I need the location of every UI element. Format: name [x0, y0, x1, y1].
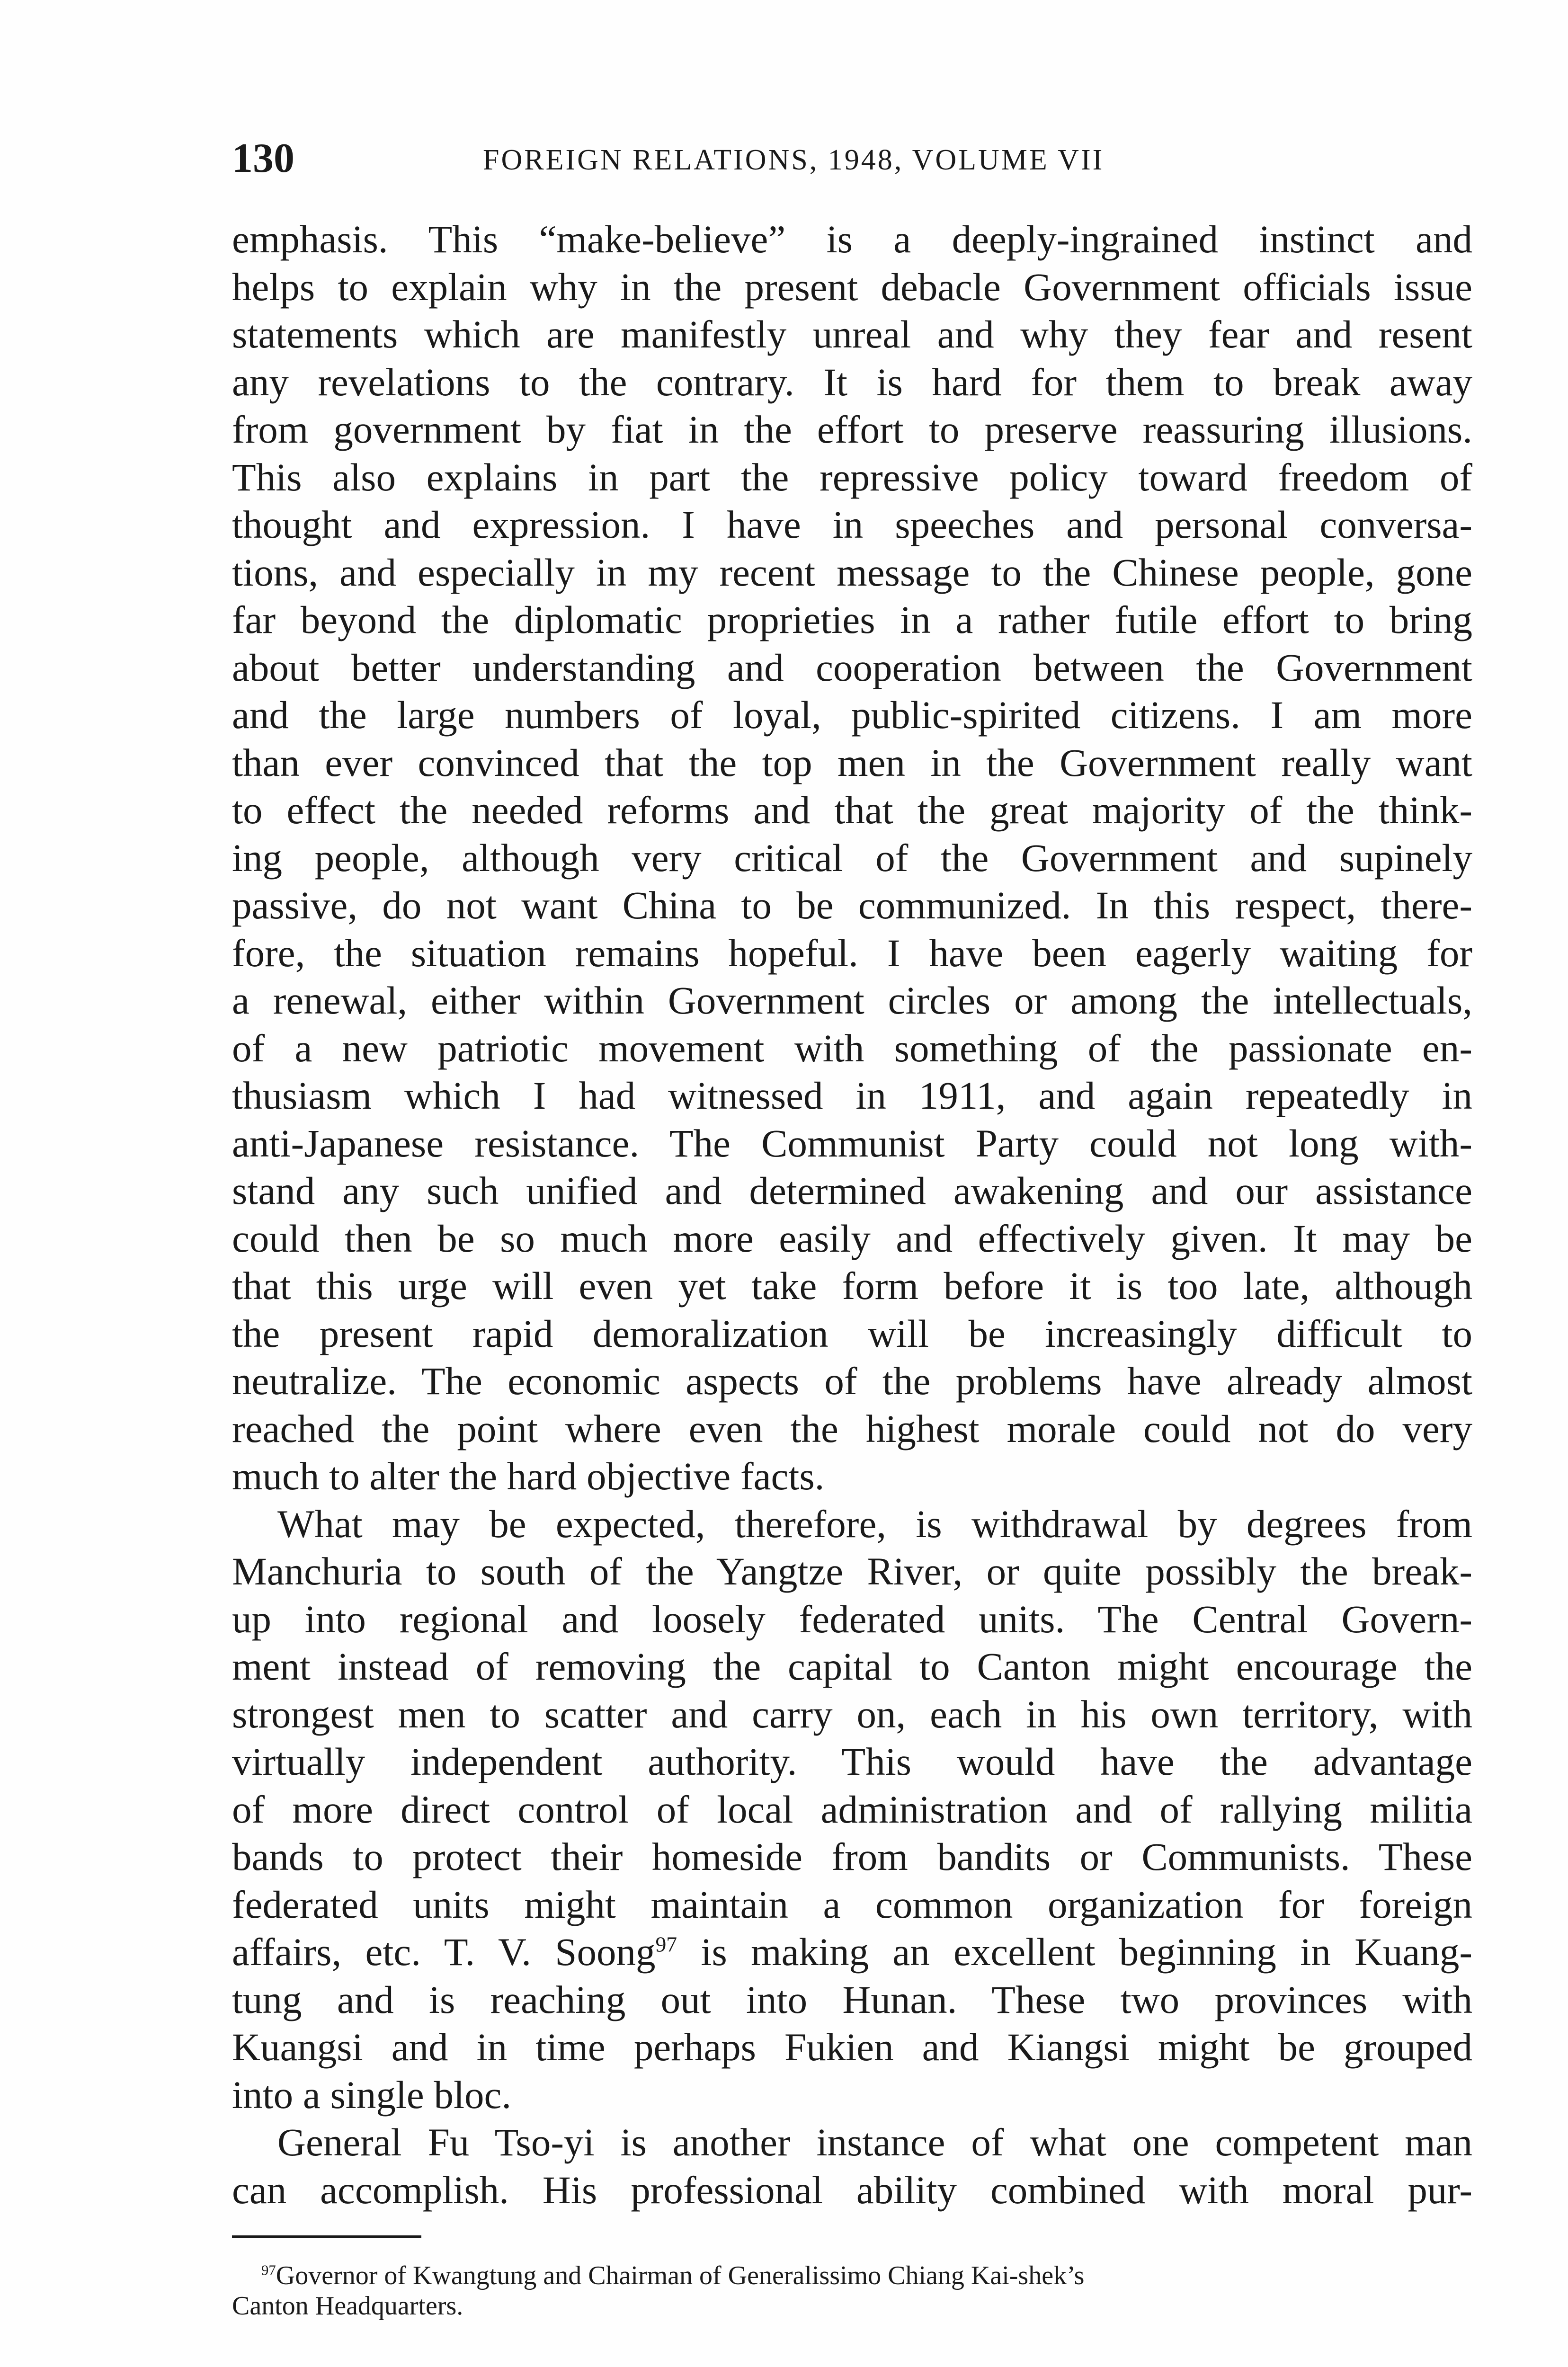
text-line: ment instead of removing the capital to Canton might encourage the	[232, 1645, 1472, 1688]
text-line: thusiasm which I had witnessed in 1911, and again repeatedly in	[232, 1074, 1472, 1117]
running-head: FOREIGN RELATIONS, 1948, VOLUME VII	[483, 144, 1105, 176]
text-line: Kuangsi and in time perhaps Fukien and Kiangsi might be grouped	[232, 2025, 1472, 2069]
footnote	[232, 2260, 1472, 2321]
text-line: anti-Japanese resistance. The Communist Party could not long with-	[232, 1121, 1472, 1165]
text-line: than ever convinced that the top men in the Government really want	[232, 740, 1472, 784]
body-text	[232, 215, 1472, 2214]
text-line: could then be so much more easily and effectively given. It may be	[232, 1216, 1472, 1260]
text-line: helps to explain why in the present debacle Government officials issue	[232, 265, 1472, 309]
text-line: ing people, although very critical of the Government and supinely	[232, 836, 1472, 880]
text-line: statements which are manifestly unreal and why they fear and resent	[232, 312, 1472, 356]
footnote-line	[232, 2260, 1472, 2291]
text-line: about better understanding and cooperation between the Government	[232, 645, 1472, 689]
footnote-number: 97	[261, 2262, 276, 2278]
text-line: What may be expected, therefore, is withdrawal by degrees from	[277, 1502, 1472, 1546]
text-line: much to alter the hard objective facts.	[232, 1454, 825, 1498]
text-segment: affairs, etc. T. V. Soong	[232, 1930, 656, 1974]
text-line: from government by fiat in the effort to preserve reassuring illusions.	[232, 408, 1472, 451]
text-line: into a single bloc.	[232, 2073, 512, 2117]
text-line: Manchuria to south of the Yangtze River, or quite possibly the break-	[232, 1549, 1472, 1593]
page-header	[232, 133, 1472, 185]
text-line: thought and expression. I have in speeches and personal conversa-	[232, 503, 1472, 546]
page-number: 130	[232, 135, 294, 181]
text-line: passive, do not want China to be communized. In this respect, there-	[232, 883, 1472, 927]
text-line: stand any such unified and determined awakening and our assistance	[232, 1169, 1472, 1212]
text-line: bands to protect their homeside from bandits or Communists. These	[232, 1835, 1472, 1878]
footnote-text: Governor of Kwangtung and Chairman of Generalissimo Chiang Kai-shek’s	[276, 2261, 1085, 2290]
footnote-rule	[232, 2235, 421, 2238]
text-line: a renewal, either within Government circles or among the intellectuals,	[232, 979, 1472, 1022]
text-line: any revelations to the contrary. It is hard for them to break away	[232, 360, 1472, 404]
text-line: can accomplish. His professional ability combined with moral pur-	[232, 2168, 1472, 2212]
text-line: tions, and especially in my recent message to the Chinese people, gone	[232, 550, 1472, 594]
text-line: far beyond the diplomatic proprieties in a rather futile effort to bring	[232, 598, 1472, 641]
text-line: emphasis. This “make-believe” is a deeply-ingrained instinct and	[232, 217, 1472, 261]
text-line-with-footnote-ref	[232, 1928, 1472, 1976]
text-line: federated units might maintain a common organization for foreign	[232, 1882, 1472, 1926]
text-segment: is making an excellent beginning in Kuang-	[677, 1930, 1472, 1974]
text-line: This also explains in part the repressive policy toward freedom of	[232, 455, 1472, 499]
text-line: tung and is reaching out into Hunan. These two provinces with	[232, 1977, 1472, 2021]
text-line: neutralize. The economic aspects of the problems have already almost	[232, 1359, 1472, 1403]
text-line: reached the point where even the highest morale could not do very	[232, 1406, 1472, 1450]
text-line: General Fu Tso-yi is another instance of what one competent man	[277, 2120, 1472, 2164]
text-line: of more direct control of local administration and of rallying militia	[232, 1787, 1472, 1831]
text-line: to effect the needed reforms and that the great majority of the think-	[232, 788, 1472, 832]
text-line: of a new patriotic movement with something of the passionate en-	[232, 1026, 1472, 1070]
text-line: the present rapid demoralization will be increasingly difficult to	[232, 1311, 1472, 1355]
text-line: and the large numbers of loyal, public-spirited citizens. I am more	[232, 693, 1472, 737]
footnote-reference: 97	[655, 1932, 677, 1957]
text-line: that this urge will even yet take form before it is too late, although	[232, 1264, 1472, 1308]
text-line: strongest men to scatter and carry on, each in his own territory, with	[232, 1692, 1472, 1736]
footnote-line: Canton Headquarters.	[232, 2291, 463, 2321]
text-line: up into regional and loosely federated units. The Central Govern-	[232, 1597, 1472, 1641]
text-line: fore, the situation remains hopeful. I have been eagerly waiting for	[232, 931, 1472, 975]
text-line: virtually independent authority. This would have the advantage	[232, 1740, 1472, 1783]
